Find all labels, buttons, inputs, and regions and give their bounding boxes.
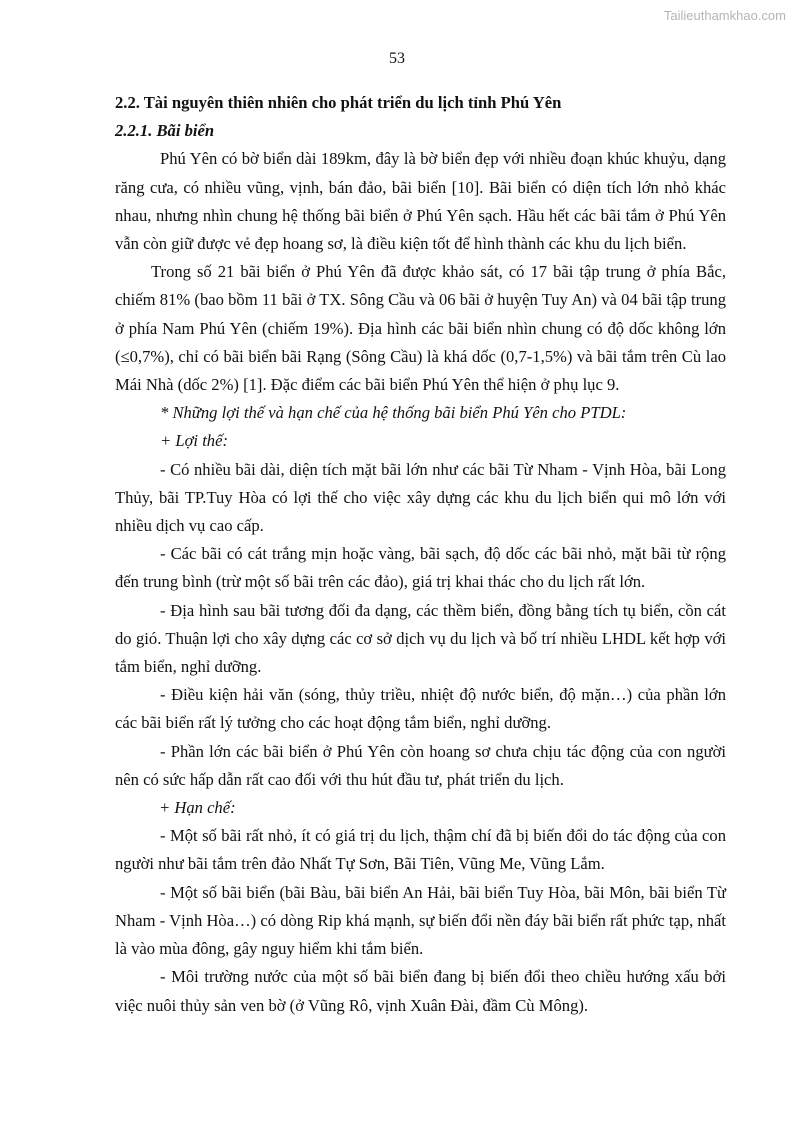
section-heading: 2.2. Tài nguyên thiên nhiên cho phát triển du lịch tỉnh Phú Yên	[115, 93, 562, 112]
advantage-item: - Địa hình sau bãi tương đối đa dạng, các thềm biển, đồng bằng tích tụ biển, cồn cát do gió. Thuận lợi cho xây dựng các cơ sở dịch vụ du lịch và bố trí nhiều LHDL kết hợp với tắm biển, nghỉ dưỡng.	[115, 600, 726, 677]
paragraph-intro: Phú Yên có bờ biển dài 189km, đây là bờ biển đẹp với nhiều đoạn khúc khuỷu, dạng răng cưa, có nhiều vũng, vịnh, bán đảo, bãi biển [10]. Bãi biển có diện tích lớn nhỏ khác nhau, nhưng nhìn chung hệ thống bãi biển ở Phú Yên sạch. Hầu hết các bãi tắm ở Phú Yên vẫn còn giữ được vẻ đẹp hoang sơ, là điều kiện tốt để hình thành các khu du lịch biển.	[115, 149, 726, 254]
advantage-item: - Phần lớn các bãi biển ở Phú Yên còn hoang sơ chưa chịu tác động của con người nên có sức hấp dẫn rất cao đối với thu hút đầu tư, phát triển du lịch.	[115, 741, 726, 789]
limitation-item: - Một số bãi biển (bãi Bàu, bãi biển An Hải, bãi biển Tuy Hòa, bãi Môn, bãi biển Từ Nham - Vịnh Hòa…) có dòng Rip khá mạnh, sự biến đổi nền đáy bãi biển rất phức tạp, nhất là vào mùa đông, gây nguy hiểm khi tắm biển.	[115, 882, 726, 959]
advantage-item: - Điều kiện hải văn (sóng, thủy triều, nhiệt độ nước biển, độ mặn…) của phần lớn các bãi biển rất lý tưởng cho các hoạt động tắm biển, nghỉ dưỡng.	[115, 685, 726, 733]
paragraph-survey: Trong số 21 bãi biển ở Phú Yên đã được khảo sát, có 17 bãi tập trung ở phía Bắc, chiếm 81% (bao bồm 11 bãi ở TX. Sông Cầu và 06 bãi ở huyện Tuy An) và 04 bãi tập trung ở phía Nam Phú Yên (chiếm 19%). Địa hình các bãi biển nhìn chung có độ dốc không lớn (≤0,7%), chỉ có bãi biển bãi Rạng (Sông Cầu) là khá dốc (0,7-1,5%) và bãi tắm trên Cù lao Mái Nhà (dốc 2%) [1]. Đặc điểm các bãi biển Phú Yên thể hiện ở phụ lục 9.	[115, 262, 726, 395]
advantage-item: - Các bãi có cát trắng mịn hoặc vàng, bãi sạch, độ dốc các bãi nhỏ, mặt bãi từ rộng đến trung bình (trừ một số bãi trên các đảo), giá trị khai thác cho du lịch rất lớn.	[115, 544, 726, 592]
limitation-item: - Môi trường nước của một số bãi biển đang bị biến đổi theo chiều hướng xấu bởi việc nuôi thủy sản ven bờ (ở Vũng Rô, vịnh Xuân Đài, đầm Cù Mông).	[115, 967, 726, 1015]
watermark: Tailieuthamkhao.com	[663, 8, 786, 23]
advantages-label: + Lợi thế:	[160, 431, 228, 451]
limitation-item: - Một số bãi rất nhỏ, ít có giá trị du lịch, thậm chí đã bị biến đổi do tác động của con người như bãi tắm trên đảo Nhất Tự Sơn, Bãi Tiên, Vũng Me, Vũng Lắm.	[115, 826, 726, 874]
page-number: 53	[389, 50, 405, 67]
document-body	[115, 89, 726, 1020]
subsection-heading: 2.2.1. Bãi biển	[115, 121, 215, 141]
limitations-label: + Hạn chế:	[159, 798, 236, 818]
advantages-limitations-heading: * Những lợi thế và hạn chế của hệ thống bãi biển Phú Yên cho PTDL:	[160, 403, 627, 423]
advantage-item: - Có nhiều bãi dài, diện tích mặt bãi lớn như các bãi Từ Nham - Vịnh Hòa, bãi Long Thủy, bãi TP.Tuy Hòa có lợi thế cho việc xây dựng các khu du lịch biển qui mô lớn với nhiều dịch vụ cao cấp.	[115, 459, 726, 536]
